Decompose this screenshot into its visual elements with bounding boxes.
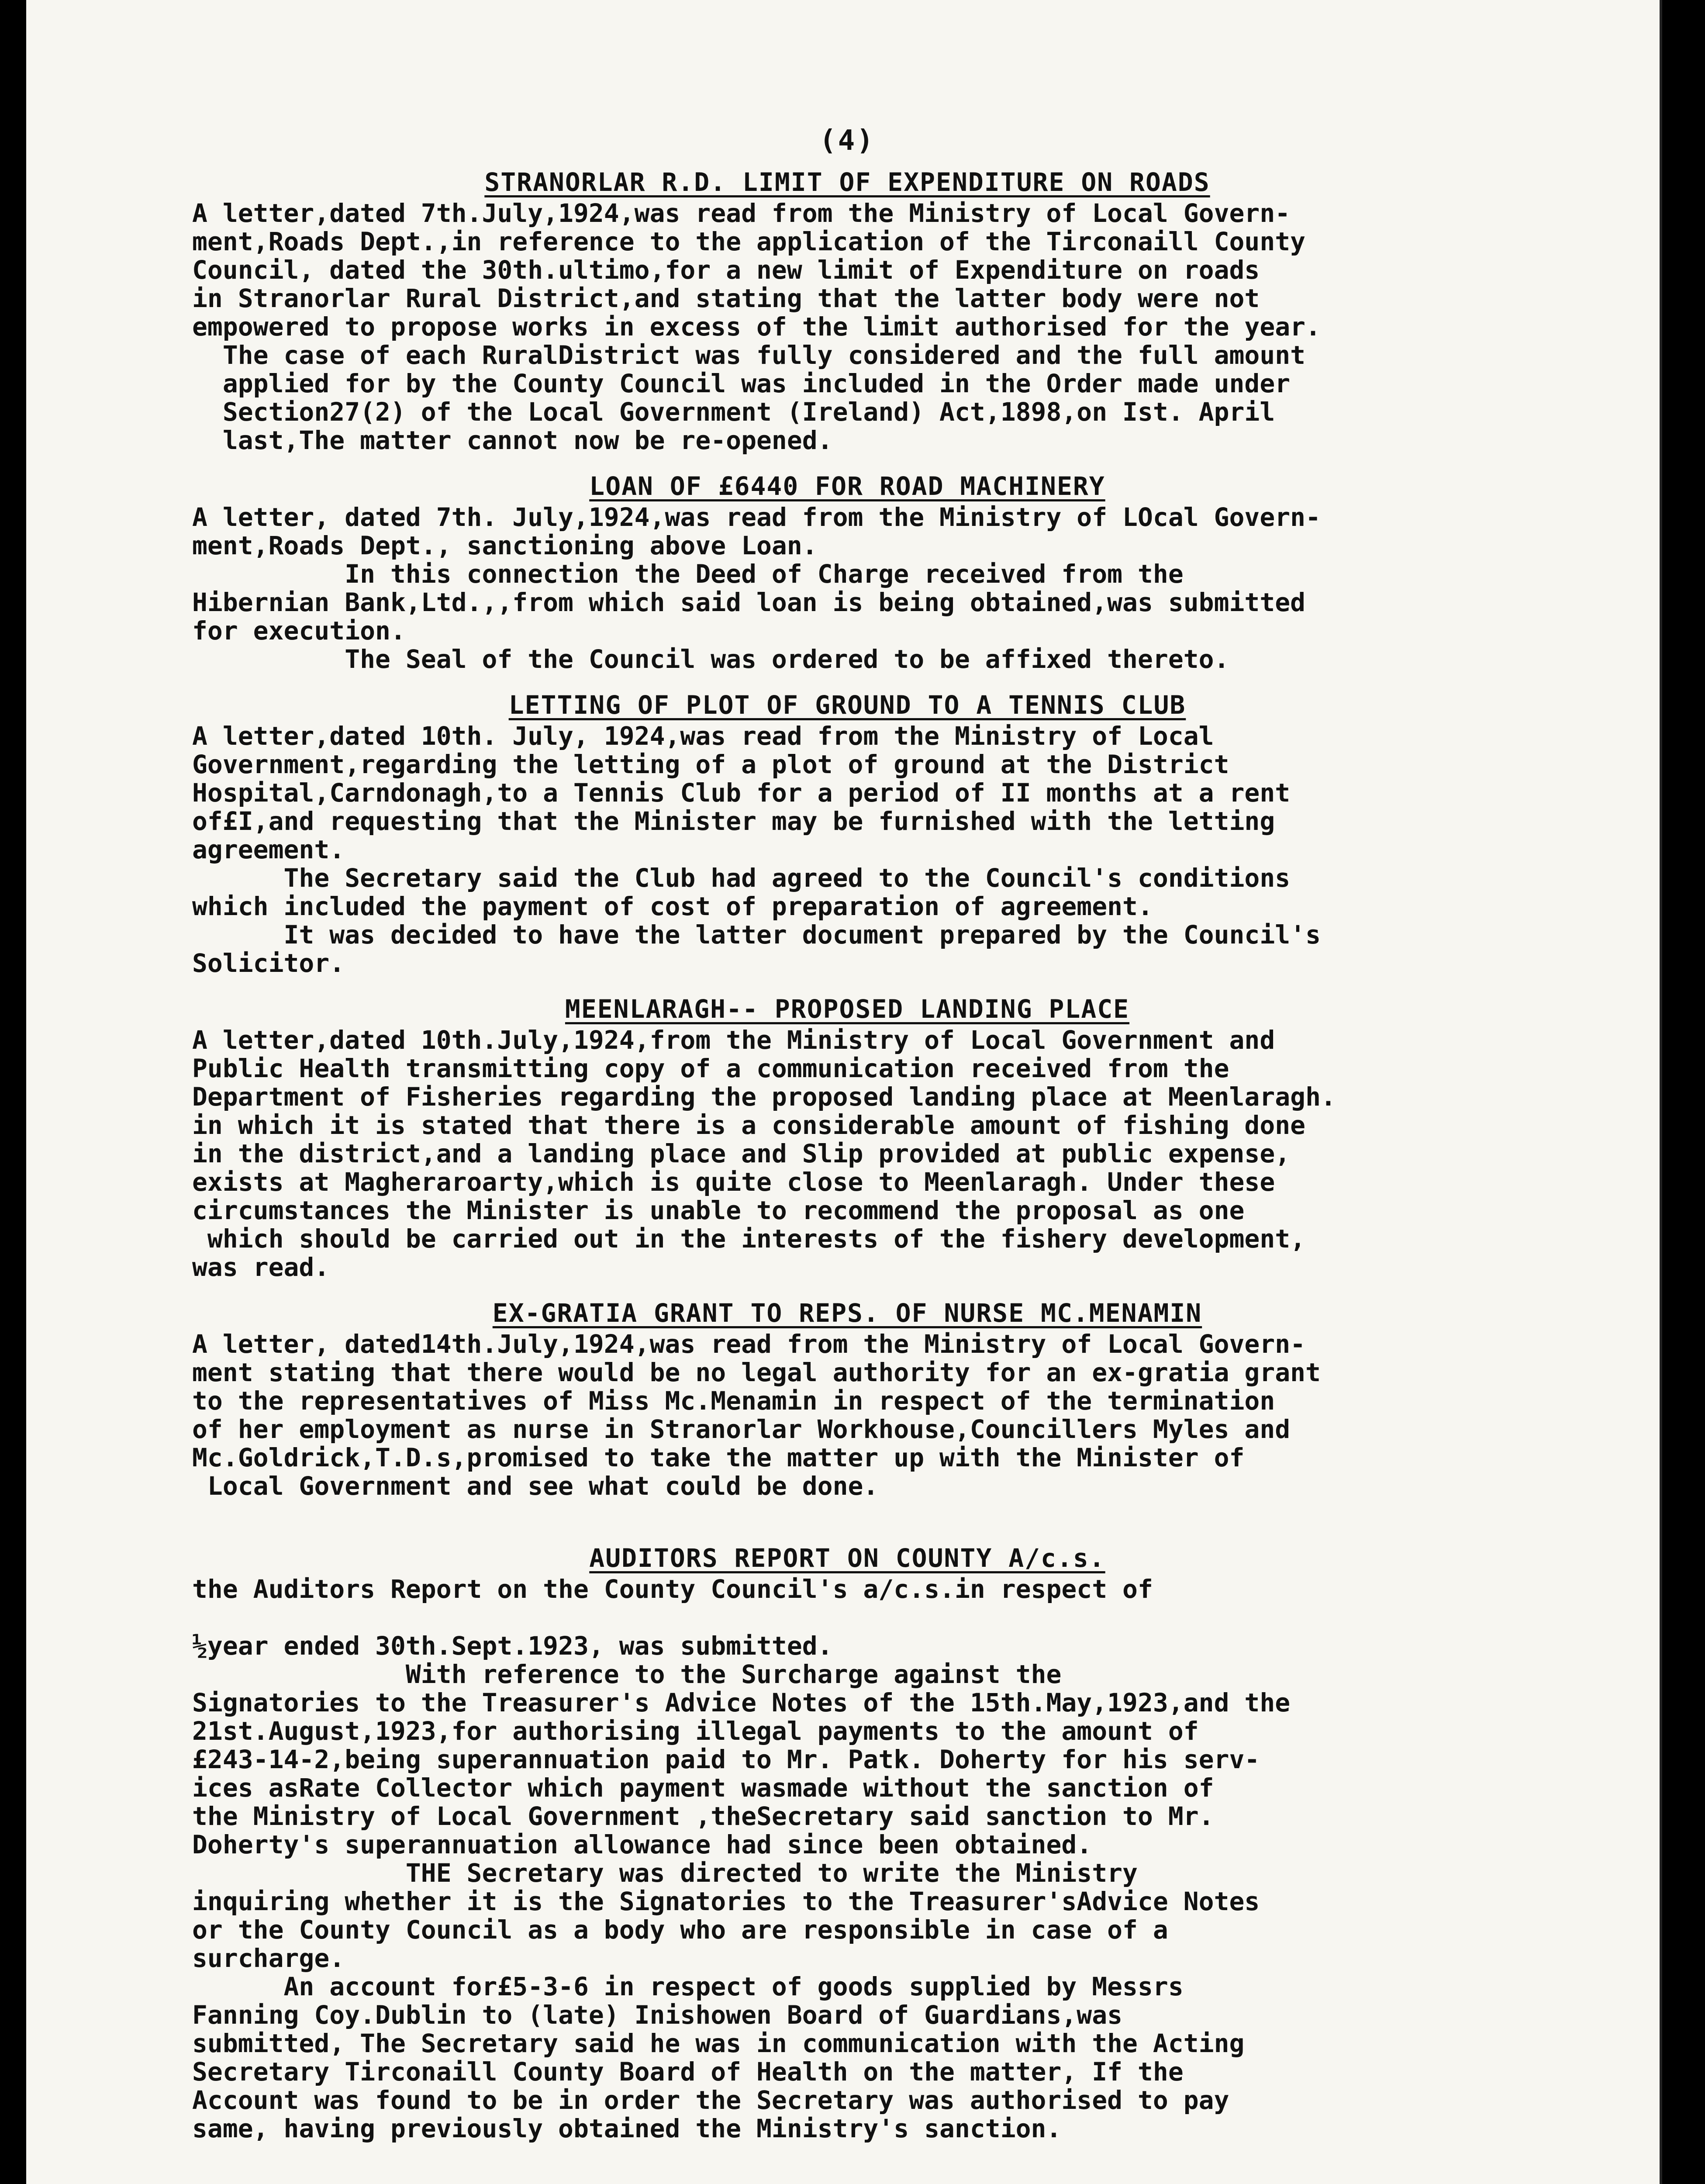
text-line: The Seal of the Council was ordered to be affixed thereto. [192, 644, 1229, 674]
text-line: empowered to propose works in excess of the limit authorised for the year. [192, 312, 1321, 342]
section-heading: AUDITORS REPORT ON COUNTY A/c.s. [589, 1543, 1105, 1573]
text-line: inquiring whether it is the Signatories to the Treasurer'sAdvice Notes [192, 1887, 1260, 1916]
scanned-page [26, 0, 1662, 2184]
text-line: Department of Fisheries regarding the proposed landing place at Meenlaragh. [192, 1082, 1336, 1112]
section-heading: LOAN OF £6440 FOR ROAD MACHINERY [589, 471, 1105, 501]
text-line: was read. [192, 1252, 330, 1282]
section-meenlaragh-landing [192, 995, 1502, 1282]
text-line: agreement. [192, 835, 345, 864]
text-line: A letter,dated 7th.July,1924,was read from the Ministry of Local Govern- [192, 198, 1291, 228]
document-body [192, 124, 1502, 2143]
text-line: the Auditors Report on the County Council's a/c.s.in respect of [192, 1574, 1153, 1604]
section-body [192, 1575, 1502, 2143]
text-line: same, having previously obtained the Ministry's sanction. [192, 2114, 1062, 2143]
text-line [192, 1603, 1502, 1632]
text-line: A letter, dated 7th. July,1924,was read from the Ministry of LOcal Govern- [192, 502, 1321, 532]
text-line: Section27(2) of the Local Government (Ireland) Act,1898,on Ist. April [192, 397, 1275, 427]
section-heading: STRANORLAR R.D. LIMIT OF EXPENDITURE ON ROADS [484, 167, 1210, 197]
section-body [192, 199, 1502, 455]
spacer [192, 1500, 1502, 1527]
text-line: exists at Magheraroarty,which is quite close to Meenlaragh. Under these [192, 1167, 1275, 1197]
section-heading: MEENLARAGH-- PROPOSED LANDING PLACE [565, 994, 1130, 1024]
text-line: Hibernian Bank,Ltd.,,from which said loan is being obtained,was submitted [192, 587, 1306, 617]
text-line: last,The matter cannot now be re-opened. [192, 425, 833, 455]
text-line: In this connection the Deed of Charge received from the [192, 559, 1184, 589]
text-line: Council, dated the 30th.ultimo,for a new limit of Expenditure on roads [192, 255, 1260, 285]
text-line: Account was found to be in order the Secretary was authorised to pay [192, 2085, 1229, 2115]
text-line: £243-14-2,being superannuation paid to Mr. Patk. Doherty for his serv- [192, 1745, 1260, 1774]
text-line: Local Government and see what could be done. [192, 1471, 879, 1501]
text-line: submitted, The Secretary said he was in communication with the Acting [192, 2028, 1245, 2058]
text-line: ½year ended 30th.Sept.1923, was submitted. [192, 1631, 833, 1661]
page-number: (4) [819, 124, 875, 157]
section-heading: EX-GRATIA GRANT TO REPS. OF NURSE MC.MENAMIN [492, 1298, 1202, 1328]
text-line: of her employment as nurse in Stranorlar Workhouse,Councillers Myles and [192, 1414, 1291, 1444]
text-line: ment,Roads Dept.,in reference to the application of the Tirconaill County [192, 227, 1306, 256]
text-line: The case of each RuralDistrict was fully considered and the full amount [192, 340, 1306, 370]
text-line: Secretary Tirconaill County Board of Health on the matter, If the [192, 2057, 1184, 2087]
text-line: 21st.August,1923,for authorising illegal payments to the amount of [192, 1716, 1199, 1746]
section-body [192, 1026, 1502, 1282]
section-ex-gratia-grant [192, 1299, 1502, 1500]
text-line: circumstances the Minister is unable to recommend the proposal as one [192, 1196, 1245, 1225]
section-auditors-report [192, 1544, 1502, 2143]
text-line: which should be carried out in the interests of the fishery development, [192, 1224, 1306, 1254]
text-line: Fanning Coy.Dublin to (late) Inishowen Board of Guardians,was [192, 2000, 1123, 2030]
text-line: A letter,dated 10th.July,1924,from the Ministry of Local Government and [192, 1025, 1275, 1055]
text-line: The Secretary said the Club had agreed to the Council's conditions [192, 863, 1291, 893]
text-line: Solicitor. [192, 948, 345, 978]
text-line: Signatories to the Treasurer's Advice Notes of the 15th.May,1923,and the [192, 1688, 1291, 1717]
text-line: It was decided to have the latter document prepared by the Council's [192, 920, 1321, 950]
text-line: A letter, dated14th.July,1924,was read from the Ministry of Local Govern- [192, 1329, 1306, 1359]
section-heading: LETTING OF PLOT OF GROUND TO A TENNIS CLUB [508, 690, 1186, 720]
text-line: A letter,dated 10th. July, 1924,was read from the Ministry of Local [192, 721, 1214, 751]
text-line: in the district,and a landing place and Slip provided at public expense, [192, 1139, 1291, 1168]
section-body [192, 1330, 1502, 1500]
section-body [192, 503, 1502, 674]
text-line: ment stating that there would be no legal authority for an ex-gratia grant [192, 1358, 1321, 1387]
text-line: Doherty's superannuation allowance had since been obtained. [192, 1830, 1092, 1859]
section-tennis-club [192, 691, 1502, 978]
text-line: ices asRate Collector which payment wasmade without the sanction of [192, 1773, 1214, 1803]
text-line: Government,regarding the letting of a plot of ground at the District [192, 750, 1229, 779]
text-line: Mc.Goldrick,T.D.s,promised to take the matter up with the Minister of [192, 1443, 1245, 1472]
text-line: An account for£5-3-6 in respect of goods supplied by Messrs [192, 1972, 1184, 2001]
text-line: THE Secretary was directed to write the Ministry [192, 1858, 1138, 1888]
text-line: Hospital,Carndonagh,to a Tennis Club for a period of II months at a rent [192, 778, 1291, 808]
text-line: which included the payment of cost of preparation of agreement. [192, 892, 1153, 921]
text-line: Public Health transmitting copy of a communication received from the [192, 1054, 1229, 1083]
text-line: in Stranorlar Rural District,and stating that the latter body were not [192, 283, 1260, 313]
text-line: to the representatives of Miss Mc.Menamin in respect of the termination [192, 1386, 1275, 1416]
text-line: applied for by the County Council was included in the Order made under [192, 369, 1291, 398]
text-line: or the County Council as a body who are responsible in case of a [192, 1915, 1168, 1945]
text-line: surcharge. [192, 1943, 345, 1973]
text-line: for execution. [192, 616, 406, 646]
text-line: of£I,and requesting that the Minister may be furnished with the letting [192, 806, 1275, 836]
text-line: ment,Roads Dept., sanctioning above Loan. [192, 531, 818, 560]
text-line: With reference to the Surcharge against the [192, 1659, 1062, 1689]
section-body [192, 722, 1502, 978]
section-stranorlar-limit [192, 168, 1502, 455]
text-line: in which it is stated that there is a considerable amount of fishing done [192, 1110, 1306, 1140]
text-line: the Ministry of Local Government ,theSecretary said sanction to Mr. [192, 1801, 1214, 1831]
section-loan-road-machinery [192, 472, 1502, 674]
